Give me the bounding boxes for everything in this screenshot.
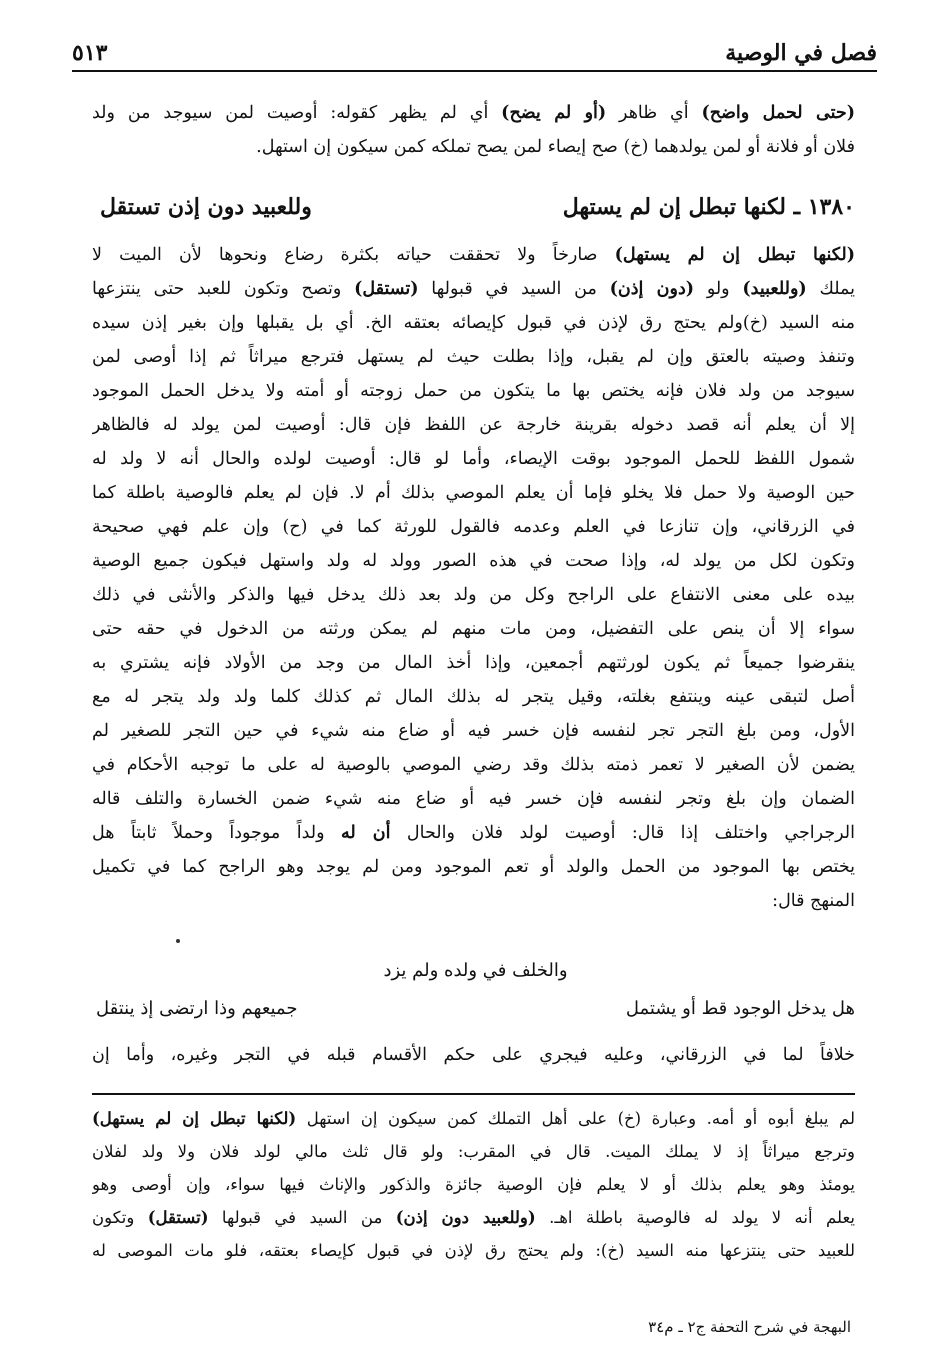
chapter-title: فصل في الوصية [725,40,877,66]
text-run: صارخاً ولا تحققت حياته بكثرة رضاع ونحوها لأن الميت لا [92,245,615,265]
text-run: في الزرقاني، وإن تنازعا في العلم وعدمه فالقول للورثة كما في (ح) وإن علم فهي صحيحة [92,517,855,537]
text-line [92,850,855,884]
text-line [92,612,855,646]
text-run: فلان أو فلانة أو لمن يولدهما (خ) صح إيصاء لمن يصح تملكه كمن سيكون إن استهل. [256,137,855,157]
text-run: ينقرضوا جميعاً ثم يكون لورثتهم أجمعين، وإذا أخذ المال من وجد من الأولاد فإنه يشتري به [92,653,855,673]
text-run: سيوجد من ولد فلان فإنه يختص بها ما يتكون من حمل زوجته أو أمته ولا يدخل الحمل الموجود [92,381,855,401]
text-run: ولو [694,279,743,299]
bold-quote: (دون إذن) [609,279,695,299]
text-run: من السيد في قبولها [208,1208,396,1227]
text-run: منه السيد (خ)ولم يحتج رق لإذن في قبول كإيصائه بعتقه الخ. أي بل يقبلها وإن بغير إذن سيده [92,313,855,333]
after-poem-paragraph [92,1038,855,1072]
text-line [92,1168,855,1201]
ink-speck [176,939,180,943]
text-run: أصل لتبقى عينه وينتفع بغلته، وقيل يتجر له بذلك المال ثم كذلك كلما ولد ولد يتجر له مع [92,687,855,707]
text-run: يومئذ وهو يعلم بذلك أو لا يعلم فإن الوصية جائزة والذكور والإناث فيها سواء، وإن أوصى وهو [92,1175,855,1194]
text-line [92,96,855,130]
text-line [92,408,855,442]
bold-quote: (حتى لحمل واضح) [701,103,855,123]
text-line [92,130,855,164]
verse-first-hemistich: ١٣٨٠ ـ لكنها تبطل إن لم يستهل [562,194,855,220]
text-line [92,816,855,850]
text-line [92,1234,855,1267]
text-run: يختص بها الموجود من الحمل والولد أو تعم الموجود ومن لم يوجد وهو الراجح كما في تكميل [92,857,855,877]
commentary-paragraph [92,238,855,918]
text-run: وترجع ميراثاً إذ لا يملك الميت. قال في المقرب: ولو قال ثلث مالي لولد فلان ولا ولد لفلان [92,1142,855,1161]
page-footer: البهجة في شرح التحفة ج٢ ـ م٣٤ [648,1318,851,1336]
page-number: ٥١٣ [72,40,108,66]
text-run: من السيد في قبولها [418,279,610,299]
text-run: إلا أن يعلم أنه قصد دخوله بقرينة خارجة عن اللفظ فإن قال: أوصيت لمن يولد له فالظاهر [92,415,855,435]
text-line [92,748,855,782]
footnote-block [92,1102,855,1267]
text-line [92,476,855,510]
text-line: خلافاً لما في الزرقاني، وعليه فيجري على حكم الأقسام قبله في التجر وغيره، وأما إن [92,1045,855,1065]
text-run: الضمان وإن بلغ وتجر لنفسه فإن خسر فيه أو ضاع منه شيء ضمن الخسارة والتلف قاله [92,789,855,809]
intro-paragraph [92,96,855,164]
text-line [92,272,855,306]
text-run: شمول اللفظ للحمل الموجود بوقت الإيصاء، وأما لو قال: أوصيت لولده والحال أنه لا ولد له [92,449,855,469]
text-run: وتكون لكل من يولد له، وإذا صحت في هذه الصور وولد له ولد واستهل فيكون جميع الوصية [92,551,855,571]
text-line [92,238,855,272]
text-line [92,1135,855,1168]
poem-line-2-right: هل يدخل الوجود قط أو يشتمل [625,998,855,1019]
verse-1380 [100,186,855,228]
page-header [72,30,877,72]
text-run: بيده على معنى الانتفاع على الراجح وكل من ولد بعد ذلك يدخل فيها والذكر والأنثى في ذلك [92,585,855,605]
text-run: سواء إلا أن ينص على التفضيل، ومن مات منهم لم يمكن ورثته من الدخول في حقه حتى [92,619,855,639]
poem-line-2-left: جميعهم وذا ارتضى إذ ينتقل [96,998,298,1019]
text-run: أي لم يظهر كقوله: أوصيت لمن سيوجد من ولد [92,103,502,123]
text-line [92,680,855,714]
bold-quote: (أو لم يضح) [501,103,607,123]
text-run: المنهج قال: [772,891,855,911]
text-run: وتصح وتكون للعبد حتى ينتزعها [92,279,355,299]
bold-quote: (تستقل) [147,1208,209,1227]
text-run: وتكون [92,1208,148,1227]
text-run: الأول، ومن بلغ التجر تجر لنفسه فإن خسر فيه أو ضاع منه شيء في حين التجر للصغير لم [92,721,855,741]
text-line [92,1102,855,1135]
text-run: ولداً موجوداً وحملاً ثابتاً هل [92,823,342,843]
text-run: أي ظاهر [606,103,702,123]
text-line [92,374,855,408]
text-line [92,782,855,816]
bold-quote: (وللعبيد) [742,279,807,299]
text-line [92,306,855,340]
bold-quote: (تستقل) [354,279,419,299]
text-run: وتنفذ وصيته بالعتق وإن لم يقبل، وإذا بطلت حيث لم يستهل فترجع ميراثاً ثم إذا أوصى لمن [92,347,855,367]
text-line [92,1201,855,1234]
text-line [92,884,855,918]
text-run: يملك [806,279,855,299]
text-run: يعلم أنه لا يولد له فالوصية باطلة اهـ. [535,1208,855,1227]
text-run: لم يبلغ أبوه أو أمه. وعبارة (خ) على أهل التملك كمن سيكون إن استهل [296,1109,855,1128]
text-line [92,340,855,374]
bold-quote: (لكنها تبطل إن لم يستهل) [92,1109,297,1128]
text-run: للعبيد حتى ينتزعها منه السيد (خ): ولم يحتج رق لإذن في قبول كإيصاء بعتقه، فلو مات الموصى له [92,1241,855,1260]
bold-quote: (لكنها تبطل إن لم يستهل) [614,245,855,265]
text-run: يضمن لأن الصغير لا تعمر ذمته بذلك وقد رضي الموصي بالوصية له على ما توجبه الأحكام في [92,755,855,775]
poem-line-1: والخلف في ولده ولم يزد [383,960,568,981]
text-line [92,510,855,544]
text-line [92,442,855,476]
bold-quote: (وللعبيد دون إذن) [395,1208,536,1227]
text-line [92,578,855,612]
verse-second-hemistich: وللعبيد دون إذن تستقل [100,194,312,220]
text-line [92,646,855,680]
footnote-separator [92,1093,855,1095]
text-line [92,714,855,748]
poem-line-2 [96,998,855,1019]
bold-quote: أن له [341,823,391,843]
text-run: حين الوصية ولا حمل فلا يخلو فإما أن يعلم الموصي بذلك أم لا. فإن لم يعلم فالوصية باطلة كما [92,483,855,503]
text-run: الرجراجي واختلف إذا قال: أوصيت لولد فلان والحال [390,823,855,843]
text-line [92,544,855,578]
